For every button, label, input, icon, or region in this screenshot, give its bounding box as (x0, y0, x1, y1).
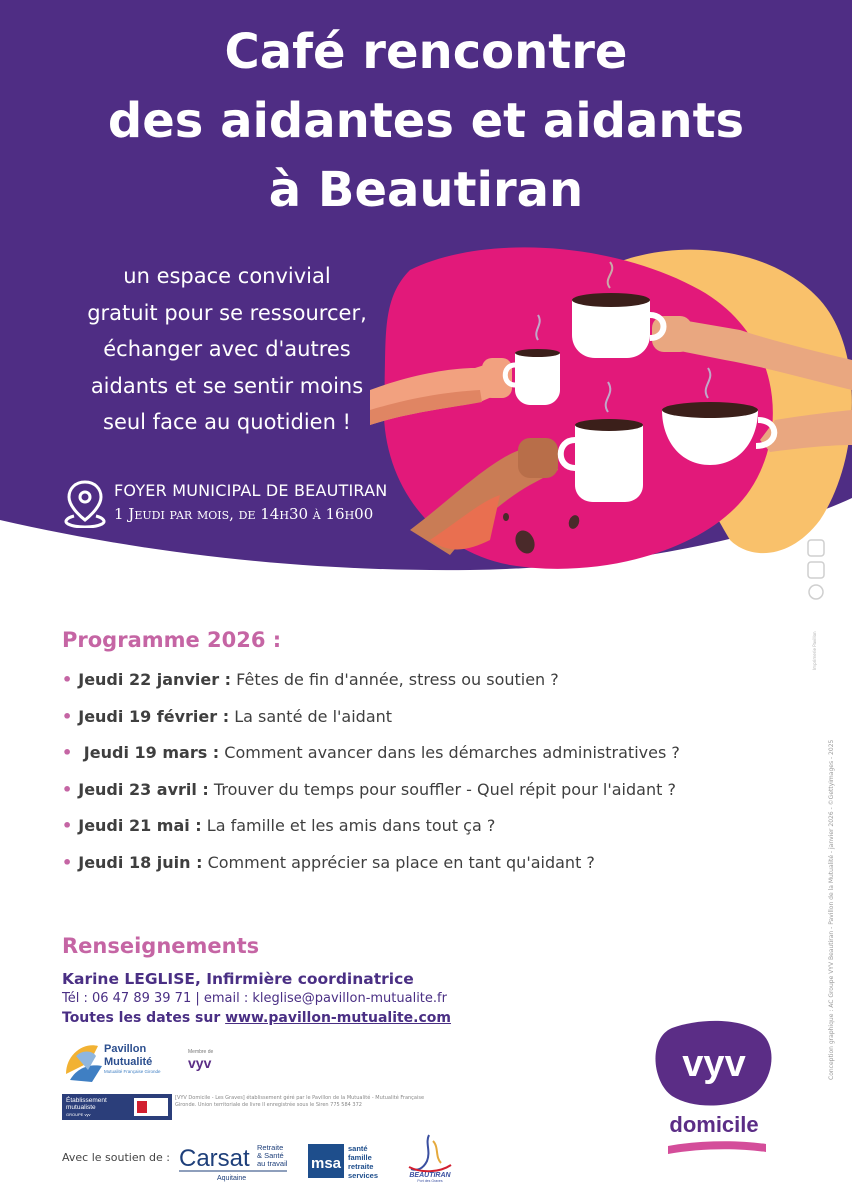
coffee-bean (503, 513, 509, 521)
carsat-name: Carsat (179, 1145, 250, 1172)
programme-date: Jeudi 23 avril : (78, 779, 209, 799)
programme-item (62, 780, 762, 817)
legal-notice: [VYV Domicile - Les Graves] établissement géré par le Pavillon de la Mutualité - Mutualité Française Gironde. Union territoriale de livre II enregistrée sous le Siren 775 584 372 (175, 1095, 425, 1108)
msa-line: retraite (348, 1162, 374, 1171)
pavillon-text-1: Pavillon (104, 1043, 147, 1055)
coffee-cheers-illustration (370, 240, 852, 580)
dates-line (62, 1010, 451, 1026)
carsat-tag2: & Santé (257, 1151, 284, 1160)
programme-date: Jeudi 19 février : (78, 706, 230, 726)
beautiran-logo (405, 1133, 455, 1183)
venue-block (62, 478, 422, 528)
location-pin-icon (62, 480, 108, 528)
intro-text (62, 258, 392, 441)
etablissement-mutualiste-logo (62, 1094, 172, 1120)
mutualiste-line2: mutualiste (66, 1104, 96, 1111)
recycle-info-icons (805, 538, 827, 610)
programme-topic: Fêtes de fin d'année, stress ou soutien ? (236, 670, 559, 689)
member-brand: vyv (188, 1055, 212, 1071)
title-line: Café rencontre (224, 24, 628, 80)
programme-list (62, 670, 762, 889)
intro-line: aidants et se sentir moins (90, 373, 364, 398)
printer-credit (812, 610, 822, 670)
bullet-icon: • (62, 816, 73, 835)
printer-credit-text: Imprimerie Pavillon (812, 631, 817, 670)
programme-topic: Trouver du temps pour souffler - Quel répit pour l'aidant ? (213, 779, 676, 799)
design-credit (828, 740, 842, 1080)
title-line: des aidantes et aidants (107, 93, 745, 149)
vyv-domicile-logo (650, 1020, 780, 1160)
mutualiste-line1: Établissement (66, 1097, 107, 1104)
programme-topic: Comment apprécier sa place en tant qu'aidant ? (207, 852, 595, 872)
member-vyv-logo (186, 1044, 234, 1074)
pavillon-text-2: Mutualité (104, 1056, 153, 1068)
bullet-icon: • (62, 779, 73, 799)
mutualiste-line3: GROUPE vyv (66, 1112, 91, 1117)
pavillon-text-sub: Mutualité Française Gironde (104, 1069, 161, 1074)
programme-date: Jeudi 21 mai : (78, 816, 202, 835)
programme-topic: La famille et les amis dans tout ça ? (206, 816, 496, 835)
venue-schedule: 1 Jeudi par mois, de 14h30 à 16h00 (114, 505, 374, 523)
programme-item (62, 670, 762, 707)
intro-line: seul face au quotidien ! (103, 410, 351, 434)
programme-title: Programme 2026 : (62, 628, 282, 652)
programme-date: Jeudi 19 mars : (78, 743, 220, 762)
support-label: Avec le soutien de : (62, 1151, 171, 1164)
carsat-tag3: au travail (257, 1159, 288, 1168)
member-label: Membre de (188, 1049, 214, 1055)
venue-name: FOYER MUNICIPAL DE BEAUTIRAN (114, 481, 388, 500)
vyv-sub-text: domicile (669, 1112, 759, 1137)
msa-letters: msa (310, 1155, 342, 1172)
programme-item (62, 707, 762, 744)
bullet-icon: • (62, 706, 73, 726)
pavillon-mutualite-logo (62, 1036, 182, 1086)
website-link[interactable]: www.pavillon-mutualite.com (225, 1010, 452, 1026)
msa-line: famille (348, 1153, 372, 1162)
programme-date: Jeudi 18 juin : (78, 852, 203, 872)
programme-topic: La santé de l'aidant (234, 706, 393, 726)
vyv-brand-text: vyv (682, 1043, 746, 1085)
contact-details: Tél : 06 47 89 39 71 | email : kleglise@pavillon-mutualite.fr (62, 991, 447, 1006)
programme-date: Jeudi 22 janvier : (78, 670, 232, 689)
beautiran-name: BEAUTIRAN (409, 1172, 451, 1179)
design-credit-text: Conception graphique : AC Groupe VYV Beautiran - Pavillon de la Mutualité - janvier 2026 - ©Gettyimages - 2025 (828, 739, 835, 1080)
carsat-region: Aquitaine (217, 1175, 247, 1182)
programme-topic: Comment avancer dans les démarches administratives ? (224, 743, 680, 762)
msa-line: santé (348, 1144, 368, 1153)
bullet-icon: • (62, 670, 73, 689)
programme-item (62, 853, 762, 890)
bullet-icon: • (62, 852, 73, 872)
intro-line: un espace convivial (123, 264, 331, 288)
carsat-logo (177, 1140, 292, 1182)
page-title (0, 18, 852, 225)
beautiran-tag: Port des Graves (417, 1179, 443, 1183)
bullet-icon: • (62, 743, 73, 762)
programme-item (62, 743, 762, 780)
carsat-tag1: Retraite (257, 1143, 284, 1152)
programme-item (62, 816, 762, 853)
title-line: à Beautiran (268, 162, 584, 218)
contact-name: Karine LEGLISE, Infirmière coordinatrice (62, 970, 414, 988)
intro-line: échanger avec d'autres (103, 337, 351, 361)
intro-line: gratuit pour se ressourcer, (87, 300, 367, 325)
msa-logo (308, 1142, 403, 1180)
msa-line: services (348, 1171, 379, 1180)
info-title: Renseignements (62, 934, 260, 958)
dates-prefix: Toutes les dates sur (62, 1010, 226, 1026)
